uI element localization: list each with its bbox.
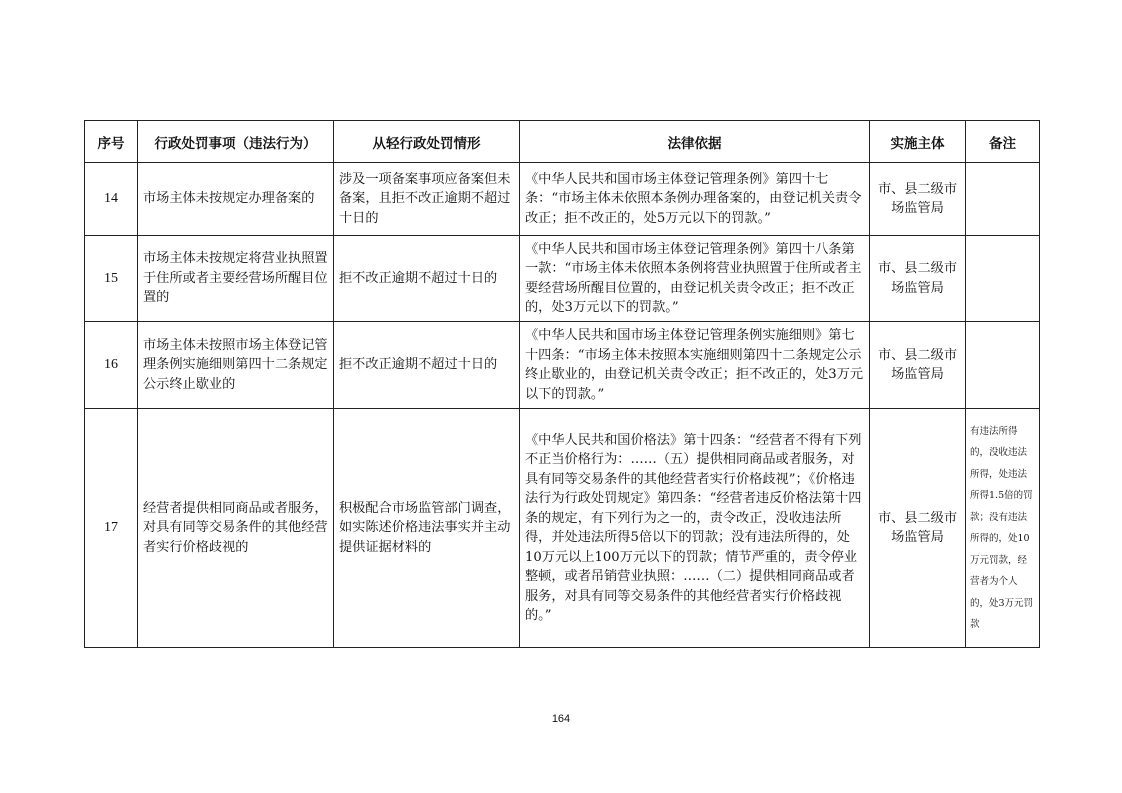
- cell-no: 15: [85, 236, 138, 322]
- cell-agency: 市、县二级市场监管局: [870, 236, 966, 322]
- cell-matter: 市场主体未按规定办理备案的: [138, 163, 334, 236]
- header-agency: 实施主体: [870, 121, 966, 163]
- cell-agency: 市、县二级市场监管局: [870, 163, 966, 236]
- table-row: [85, 236, 1040, 322]
- cell-note: 有违法所得的，没收违法所得，处违法所得1.5倍的罚款；没有违法所得的，处10万元罚款，经营者为个人的，处3万元罚款: [966, 409, 1040, 648]
- cell-no: 14: [85, 163, 138, 236]
- header-no: 序号: [85, 121, 138, 163]
- table-row: [85, 322, 1040, 409]
- cell-matter: 市场主体未按规定将营业执照置于住所或者主要经营场所醒目位置的: [138, 236, 334, 322]
- cell-circumstance: 拒不改正逾期不超过十日的: [334, 236, 520, 322]
- cell-note: [966, 163, 1040, 236]
- cell-matter: 经营者提供相同商品或者服务，对具有同等交易条件的其他经营者实行价格歧视的: [138, 409, 334, 648]
- table-header-row: [85, 121, 1040, 163]
- cell-circumstance: 拒不改正逾期不超过十日的: [334, 322, 520, 409]
- header-note: 备注: [966, 121, 1040, 163]
- cell-agency: 市、县二级市场监管局: [870, 409, 966, 648]
- cell-no: 17: [85, 409, 138, 648]
- cell-circumstance: 涉及一项备案事项应备案但未备案，且拒不改正逾期不超过十日的: [334, 163, 520, 236]
- cell-basis: 《中华人民共和国市场主体登记管理条例》第四十八条第一款：“市场主体未依照本条例将营业执照置于住所或者主要经营场所醒目位置的，由登记机关责令改正；拒不改正的，处3万元以下的罚款。”: [520, 236, 870, 322]
- penalty-table: [84, 120, 1040, 648]
- cell-note: [966, 236, 1040, 322]
- cell-basis: 《中华人民共和国价格法》第十四条：“经营者不得有下列不正当价格行为：……（五）提供相同商品或者服务，对具有同等交易条件的其他经营者实行价格歧视”；《价格违法行为行政处罚规定》第四条：“经营者违反价格法第十四条的规定，有下列行为之一的，责令改正，没收违法所得，并处违法所得5倍以下的罚款；没有违法所得的，处10万元以上100万元以下的罚款；情节严重的，责令停业整顿，或者吊销营业执照：……（二）提供相同商品或者服务，对具有同等交易条件的其他经营者实行价格歧视的。”: [520, 409, 870, 648]
- table-row: [85, 409, 1040, 648]
- cell-note: [966, 322, 1040, 409]
- header-matter: 行政处罚事项（违法行为）: [138, 121, 334, 163]
- header-basis: 法律依据: [520, 121, 870, 163]
- cell-agency: 市、县二级市场监管局: [870, 322, 966, 409]
- cell-basis: 《中华人民共和国市场主体登记管理条例》第四十七条：“市场主体未依照本条例办理备案的，由登记机关责令改正；拒不改正的，处5万元以下的罚款。”: [520, 163, 870, 236]
- cell-circumstance: 积极配合市场监管部门调查，如实陈述价格违法事实并主动提供证据材料的: [334, 409, 520, 648]
- cell-basis: 《中华人民共和国市场主体登记管理条例实施细则》第七十四条：“市场主体未按照本实施细则第四十二条规定公示终止歇业的，由登记机关责令改正；拒不改正的，处3万元以下的罚款。”: [520, 322, 870, 409]
- page-number: 164: [551, 713, 571, 725]
- cell-matter: 市场主体未按照市场主体登记管理条例实施细则第四十二条规定公示终止歇业的: [138, 322, 334, 409]
- table-row: [85, 163, 1040, 236]
- header-circumstance: 从轻行政处罚情形: [334, 121, 520, 163]
- cell-no: 16: [85, 322, 138, 409]
